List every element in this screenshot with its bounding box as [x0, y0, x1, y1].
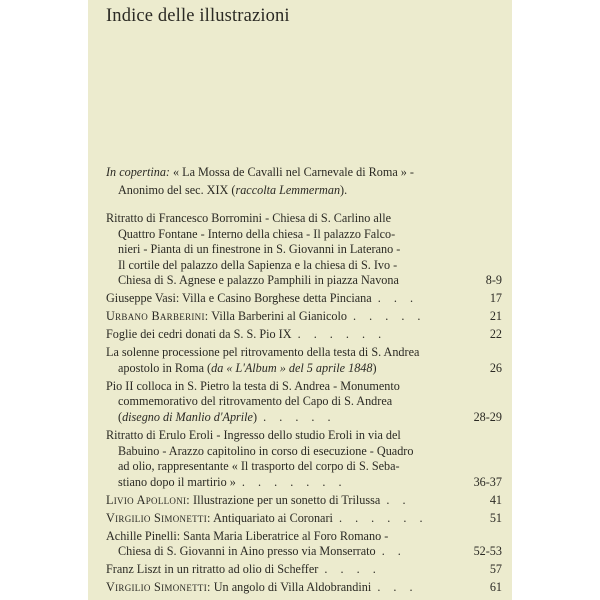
list-item-borromini [106, 211, 502, 289]
entry-text: Villa Barberini al Gianicolo [208, 309, 347, 324]
page-number: 26 [489, 360, 502, 375]
entry-text: Illustrazione per un sonetto di Trilussa [190, 492, 381, 507]
list-item-liszt [106, 562, 502, 578]
entry-author: Virgilio Simonetti: [106, 510, 211, 525]
entry-text: Antiquariato ai Coronari [210, 510, 333, 525]
book-page [88, 0, 512, 600]
entry-line: Achille Pinelli: Santa Maria Liberatrice al Foro Romano - [106, 528, 389, 543]
page-number: 22 [489, 327, 502, 342]
entry-line: Ritratto di Erulo Eroli - Ingresso dello studio Eroli in via del [106, 428, 401, 443]
leader-dots: . . . . . . [338, 510, 428, 525]
list-item-pinelli: Achille Pinelli: Santa Maria Liberatrice al Foro Romano - Chiesa di S. Giovanni in Aino presso via Monserrato . . 52-53 [106, 528, 502, 559]
leader-dots: . . . . . . . [241, 474, 347, 489]
page-number: 8-9 [485, 273, 502, 288]
page-number: 17 [489, 291, 502, 306]
entry-line: nieri - Pianta di un finestrone in S. Giovanni in Laterano - [118, 242, 401, 257]
entry-line: Chiesa di S. Agnese e palazzo Pamphili in piazza Navona [118, 273, 399, 288]
leader-dots: . . . . [324, 562, 381, 577]
entry-line: Il cortile del palazzo della Sapienza e la chiesa di S. Ivo - [118, 257, 398, 272]
entry-line: Quattro Fontane - Interno della chiesa - Il palazzo Falco- [118, 226, 396, 241]
list-item-eroli: Ritratto di Erulo Eroli - Ingresso dello studio Eroli in via del Babuino - Arazzo capitolino in corso di esecuzione - Quadro ad olio, rappresentante « Il trasporto del corpo di S. Seba- stiano dopo il martirio » . . . . . . . 36-37 [106, 428, 502, 489]
leader-dots: . . [386, 492, 411, 507]
entry-text: Foglie dei cedri donati da S. S. Pio IX [106, 327, 292, 342]
entry-line: La solenne processione pel ritrovamento della testa di S. Andrea [106, 345, 420, 360]
cover-label: In copertina: [106, 165, 170, 179]
cover-line-1: In copertina: « La Mossa de Cavalli nel Carnevale di Roma » - [106, 165, 414, 179]
page-number: 61 [489, 580, 502, 595]
list-item-simonetti-coronari [106, 511, 502, 527]
page-number: 57 [489, 562, 502, 577]
leader-dots: . . . [377, 291, 418, 306]
cover-line-2: Anonimo del sec. XIX (raccolta Lemmerman). [118, 183, 348, 197]
list-item-vasi [106, 291, 502, 307]
cover-entry [106, 163, 501, 199]
leader-dots: . . . . . [263, 410, 336, 425]
leader-dots: . . . . . [353, 309, 426, 324]
entry-line: ad olio, rappresentante « Il trasporto del corpo di S. Seba- [118, 459, 400, 474]
list-item-processione: La solenne processione pel ritrovamento della testa di S. Andrea apostolo in Roma (da « L'Album » del 5 aprile 1848) 26 [106, 345, 502, 375]
page-title: Indice delle illustrazioni [106, 6, 290, 26]
entry-text: Franz Liszt in un ritratto ad olio di Scheffer [106, 562, 319, 577]
leader-dots: . . . [377, 580, 418, 595]
list-item-simonetti-aldobrandini [106, 580, 502, 596]
entry-text: Un angolo di Villa Aldobrandini [210, 580, 372, 595]
leader-dots: . . . . . . [297, 327, 387, 342]
list-item-foglie [106, 327, 502, 343]
entry-author: Urbano Barberini: [106, 309, 209, 324]
page-number: 28-29 [473, 410, 502, 425]
entry-line: Babuino - Arazzo capitolino in corso di esecuzione - Quadro [118, 443, 414, 458]
list-item-barberini [106, 309, 502, 325]
entry-line: Ritratto di Francesco Borromini - Chiesa di S. Carlino alle [106, 211, 392, 225]
page-number: 41 [489, 492, 502, 507]
entry-author: Virgilio Simonetti: [106, 580, 211, 595]
entry-author: Giuseppe Vasi: [106, 291, 180, 306]
entry-line: commemorativo del ritrovamento del Capo di S. Andrea [118, 394, 393, 409]
entry-author: Livio Apolloni: [106, 492, 190, 507]
illustration-list [106, 211, 502, 598]
entry-line: Pio II colloca in S. Pietro la testa di S. Andrea - Monumento [106, 378, 400, 393]
list-item-pio-ii: Pio II colloca in S. Pietro la testa di S. Andrea - Monumento commemorativo del ritrovamento del Capo di S. Andrea (disegno di Manlio d'Aprile) . . . . . 28-29 [106, 378, 502, 425]
leader-dots: . . [381, 544, 406, 559]
page-number: 21 [489, 309, 502, 324]
page-number: 36-37 [473, 474, 502, 489]
entry-text: Villa e Casino Borghese detta Pinciana [179, 291, 372, 306]
list-item-apolloni [106, 493, 502, 509]
page-number: 52-53 [473, 544, 502, 559]
page-number: 51 [489, 510, 502, 525]
